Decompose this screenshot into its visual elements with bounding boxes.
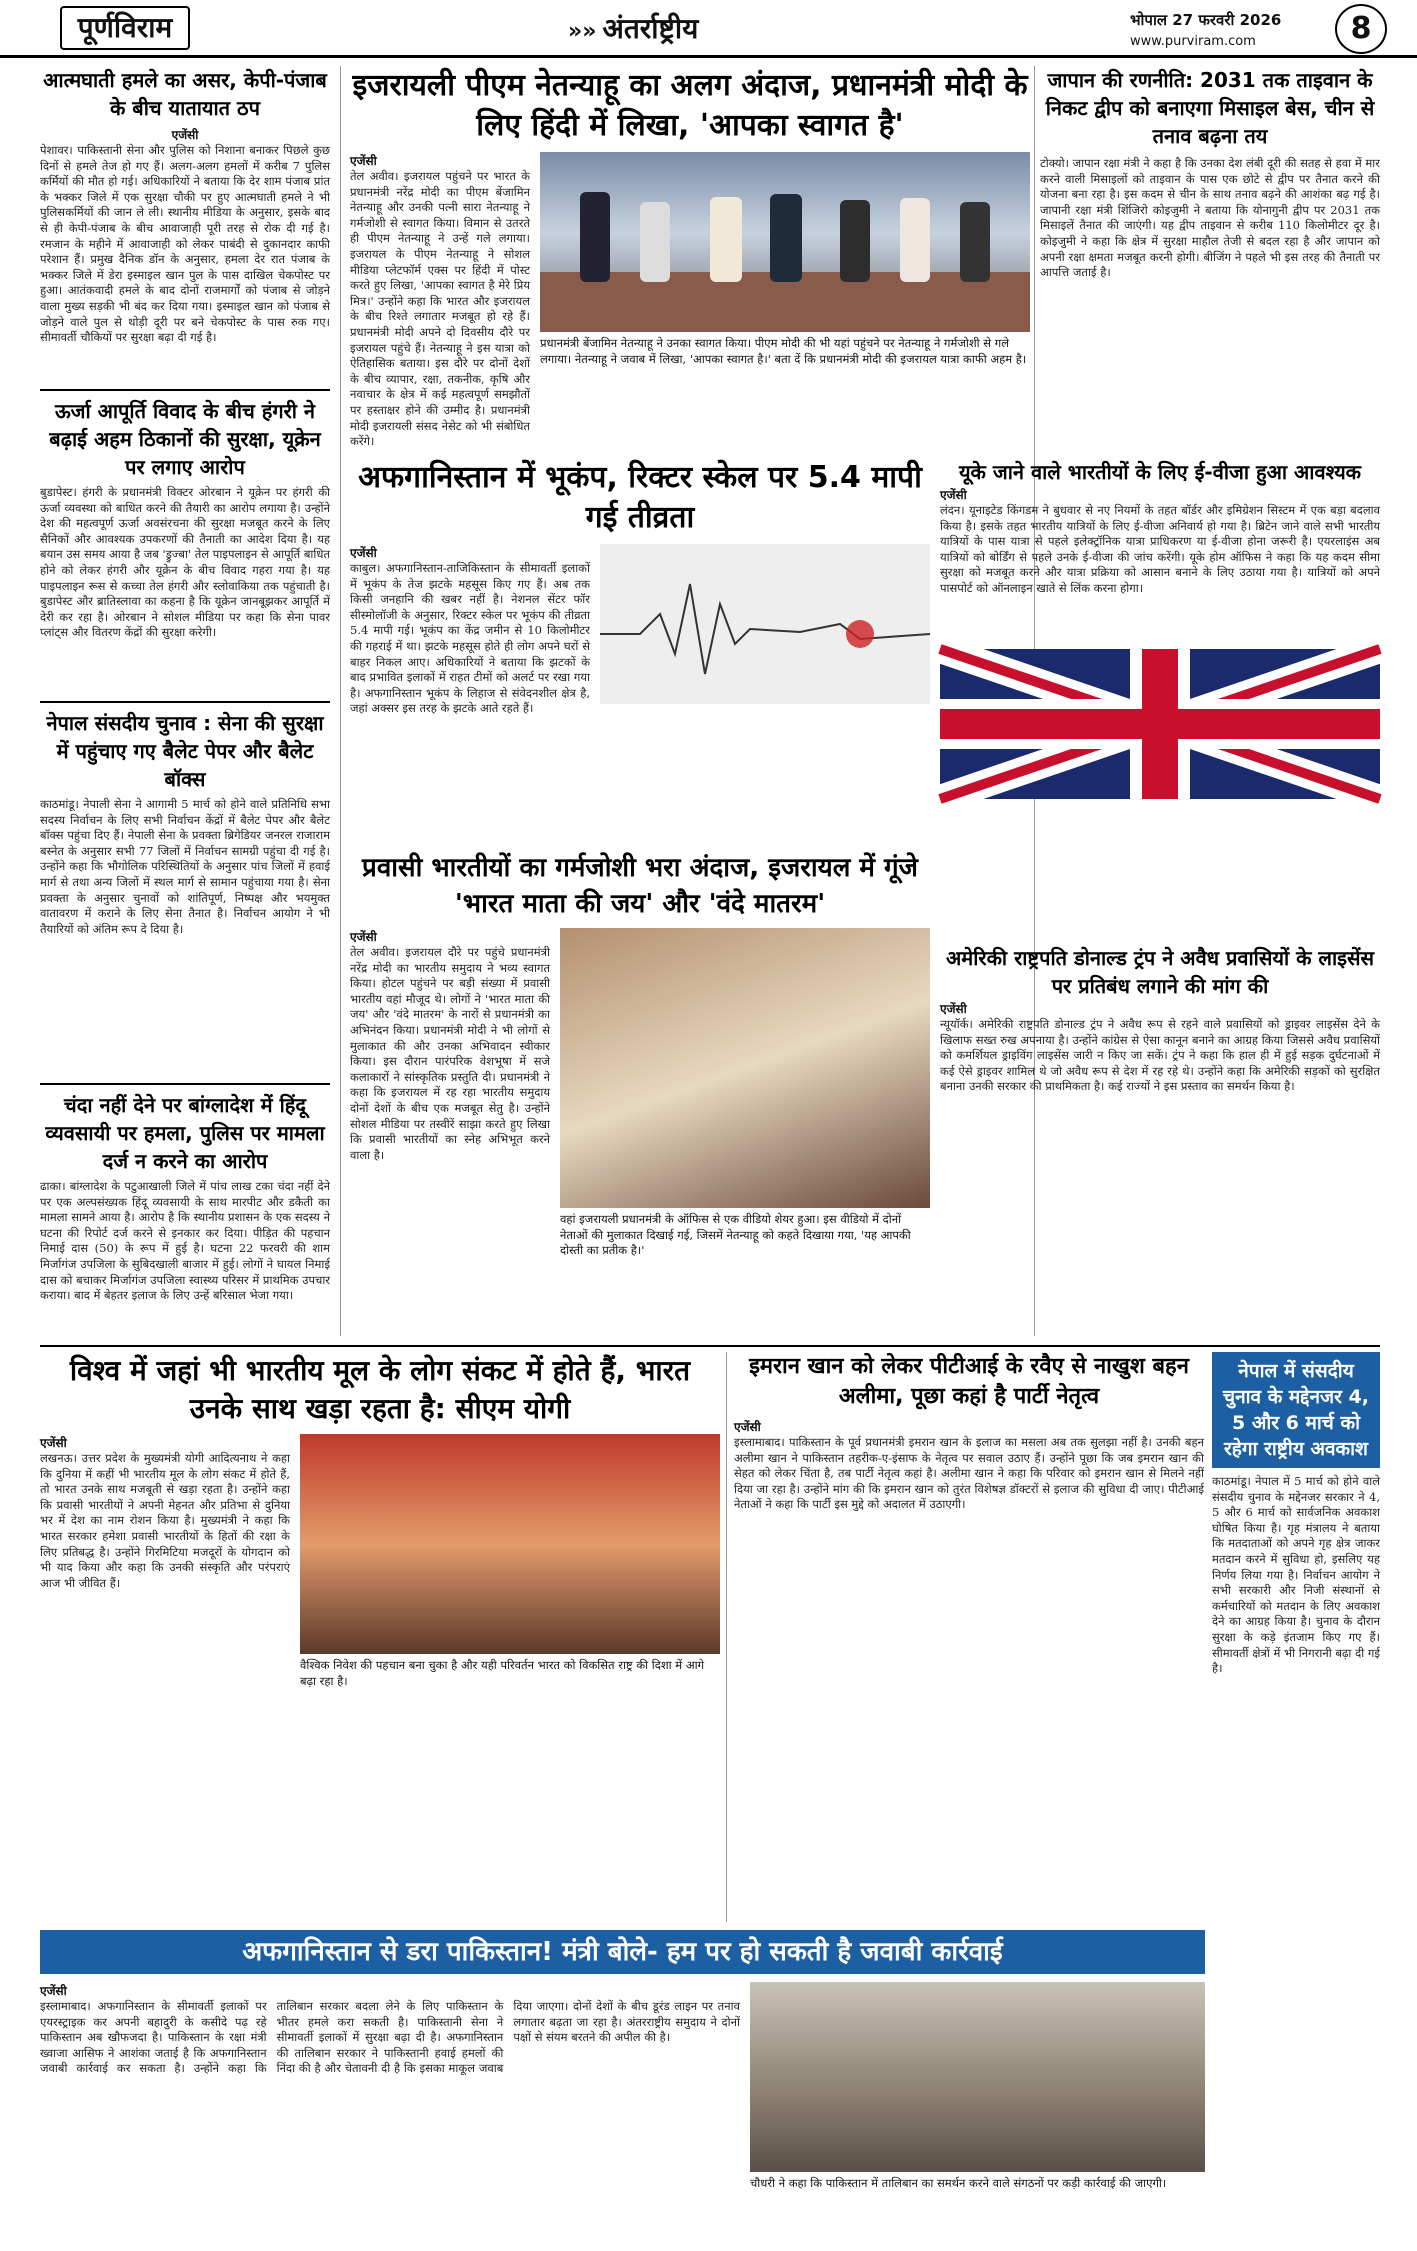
byline: एजेंसी	[940, 488, 967, 502]
article-body-lead: तेल अवीव। इजरायल पहुंचने पर भारत के प्रधानमंत्री नरेंद्र मोदी का पीएम बेंजामिन नेतन्याहू और उनकी पत्नी सारा नेतन्याहू ने गर्मजोशी से स्वागत किया। विमान से उतरते ही पीएम नेतन्याहू ने उन्हें गले लगाया। इजरायल के पीएम नेतन्याहू ने सोशल मीडिया प्लेटफॉर्म एक्स पर हिंदी में पोस्ट करते हुए लिखा, 'आपका स्वागत है मेरे प्रिय मित्र।' उन्होंने कहा कि भारत और इजरायल के बीच रिश्ते लगातार मजबूत हो रहे हैं। प्रधानमंत्री मोदी अपने दो दिवसीय दौरे पर इजरायल पहुंचे हैं। नेतन्याहू ने इस यात्रा को ऐतिहासिक बताया। इस दौरे पर दोनों देशों के बीच व्यापार, रक्षा, तकनीक, कृषि और नवाचार के क्षेत्र में कई महत्वपूर्ण समझौतों पर हस्ताक्षर होने की उम्मीद है। प्रधानमंत्री मोदी इजरायली संसद नेसेट को भी संबोधित करेंगे।	[350, 169, 530, 449]
byline: एजेंसी	[940, 1002, 967, 1016]
byline: एजेंसी	[734, 1420, 761, 1434]
byline: एजेंसी	[40, 1984, 67, 1998]
headline-box	[1212, 1352, 1380, 1468]
article-trump	[940, 944, 1380, 1334]
article-pakistan	[40, 1982, 1205, 2232]
union-jack-flag-icon	[940, 649, 1380, 799]
byline: एजेंसी	[350, 154, 377, 168]
headline-uk-visa[interactable]: यूके जाने वाले भारतीयों के लिए ई-वीजा हुआ आवश्यक	[958, 460, 1362, 484]
article-nepal-holiday	[1212, 1352, 1380, 2202]
article-yogi	[40, 1352, 720, 1922]
divider	[40, 389, 330, 391]
photo-pakistan-rubble[interactable]	[750, 1982, 1205, 2172]
lead-story	[350, 66, 1030, 449]
photo-seismograph[interactable]	[600, 544, 930, 704]
section-divider	[40, 1345, 1380, 1347]
article-body-pakistan: इस्लामाबाद। अफगानिस्तान के सीमावर्ती इलाकों पर एयरस्ट्राइक कर अपनी बहादुरी के कसीदे पढ़ रहे पाकिस्तान अब खौफजदा है। पाकिस्तान के रक्षा मंत्री ख्वाजा आसिफ ने आशंका जताई है कि अफगानिस्तान जवाबी कार्रवाई कर सकता है। उन्होंने कहा कि तालिबान सरकार बदला लेने के लिए पाकिस्तान के भीतर हमले करा सकती है। पाकिस्तानी सेना ने सीमावर्ती इलाकों में सुरक्षा बढ़ा दी है। अफगानिस्तान की तालिबान सरकार ने पाकिस्तानी हवाई हमलों की निंदा की है और चेतावनी दी है कि इसका माकूल जवाब दिया जाएगा। दोनों देशों के बीच डूरंड लाइन पर तनाव लगातार बढ़ता जा रहा है। अंतरराष्ट्रीय समुदाय ने दोनों पक्षों से संयम बरतने की अपील की है।	[40, 1999, 740, 2076]
photo-caption: वहां इजरायली प्रधानमंत्री के ऑफिस से एक वीडियो शेयर हुआ। इस वीडियो में दोनों नेताओं की मुलाकात दिखाई गई, जिसमें नेतन्याहू को कहते दिखाया गया, 'यह आपकी दोस्ती का प्रतीक है।'	[560, 1212, 911, 1258]
headline-quake[interactable]: अफगानिस्तान में भूकंप, रिक्टर स्केल पर 5.4 मापी गई तीव्रता	[358, 460, 922, 535]
article-body-diaspora: तेल अवीव। इजरायल दौरे पर पहुंचे प्रधानमंत्री नरेंद्र मोदी का भारतीय समुदाय ने भव्य स्वागत किया। होटल पहुंचने पर बड़ी संख्या में प्रवासी भारतीय वहां मौजूद थे। लोगों ने 'भारत माता की जय' और 'वंदे मातरम' के नारों से प्रधानमंत्री का अभिनंदन किया। प्रधानमंत्री मोदी ने भी लोगों से मुलाकात की और उनका अभिवादन स्वीकार किया। इस दौरान पारंपरिक वेशभूषा में सजे कलाकारों ने सांस्कृतिक प्रस्तुति दी। प्रधानमंत्री ने कहा कि इजरायल में रह रहा भारतीय समुदाय दोनों देशों के बीच एक मजबूत सेतु है। उन्होंने सोशल मीडिया पर तस्वीरें साझा करते हुए लिखा कि प्रवासी भारतीयों का स्नेह अभिभूत करने वाला है।	[350, 945, 550, 1162]
website-link[interactable]: www.purviram.com	[1130, 34, 1256, 49]
article-body-suicide-attack: पेशावर। पाकिस्तानी सेना और पुलिस को निशाना बनाकर पिछले कुछ दिनों से हमले तेज हो गए हैं। अलग-अलग हमलों में करीब 7 पुलिस कर्मियों की मौत हो गई। अधिकारियों ने बताया कि देर शाम पंजाब प्रांत के भक्कर जिले में एक सुरक्षा चौकी पर हुए आत्मघाती हमले ने भी पुलिसकर्मियों की जान ले ली। स्थानीय मीडिया के अनुसार, इसके बाद से ही केपी-पंजाब के बीच आवाजाही पूरी तरह से रोक दी गई है। रमजान के महीने में आवाजाही को लेकर पाबंदी से दुकानदार काफी परेशान हैं। प्रमुख दैनिक डॉन के अनुसार, हमला देर रात पंजाब के भक्कर जिले में डेरा इस्माइल खान पुल के पास दाखिल चेकपोस्ट पर हुआ। आतंकवादी हमले के बाद दोनों राजमार्गों को पंजाब से जोड़ने वाला मुख्य सड़की भी बंद कर दिया गया। इस्माइल खान को पंजाब से जोड़ने वाले पुल से थोड़ी दूरी पर बने चेकपोस्ट के पास रुक गए। सीमावर्ती चौकियों पर सुरक्षा बढ़ा दी गई है।	[40, 143, 330, 345]
article-body-hungary: बुडापेस्ट। हंगरी के प्रधानमंत्री विक्टर ओरबान ने यूक्रेन पर हंगरी की ऊर्जा व्यवस्था को बाधित करने की तैयारी का आरोप लगाया है। उन्होंने देश की महत्वपूर्ण ऊर्जा अवसंरचना की सुरक्षा मजबूत करने के लिए सैनिकों और आवश्यक उपकरणों की तैनाती का आदेश दिया है। यह बयान उस समय आया है जब 'ड्रुज्बा' तेल पाइपलाइन से आपूर्ति बाधित होने को लेकर हंगरी और यूक्रेन के बीच विवाद गहरा गया है। यह पाइपलाइन रूस से कच्चा तेल हंगरी और स्लोवाकिया तक पहुंचाती है। बुडापेस्ट और ब्रातिस्लावा का कहना है कि यूक्रेन जानबूझकर आपूर्ति में देरी कर रहा है। ओरबान ने सोशल मीडिया पर कहा कि सेना पावर प्लांट्स और वितरण केंद्रों की सुरक्षा करेगी।	[40, 485, 330, 640]
headline-hungary[interactable]: ऊर्जा आपूर्ति विवाद के बीच हंगरी ने बढ़ाई अहम ठिकानों की सुरक्षा, यूक्रेन पर लगाए आरोप	[49, 399, 321, 479]
dateline: भोपाल 27 फरवरी 2026	[1130, 11, 1282, 29]
article-imran	[734, 1352, 1204, 1922]
page-number: 8	[1335, 4, 1387, 54]
headline-yogi[interactable]: विश्व में जहां भी भारतीय मूल के लोग संकट में होते हैं, भारत उनके साथ खड़ा रहता है: सीएम योगी	[69, 1354, 691, 1425]
headline-japan[interactable]: जापान की रणनीति: 2031 तक ताइवान के निकट द्वीप को बनाएगा मिसाइल बेस, चीन से तनाव बढ़ना तय	[1045, 68, 1375, 148]
column-rule	[726, 1352, 727, 1922]
headline-nepal-ballot[interactable]: नेपाल संसदीय चुनाव : सेना की सुरक्षा में पहुंचाए गए बैलेट पेपर और बैलेट बॉक्स	[46, 711, 324, 791]
byline: एजेंसी	[40, 1436, 67, 1450]
article-body-imran: इस्लामाबाद। पाकिस्तान के पूर्व प्रधानमंत्री इमरान खान के इलाज का मसला अब तक सुलझा नहीं है। उनकी बहन अलीमा खान ने पाकिस्तान तहरीक-ए-इंसाफ के नेतृत्व पर सवाल उठाए हैं। उन्होंने पूछा कि जब इमरान खान की सेहत को लेकर चिंता है, तब पार्टी नेतृत्व कहां है। अलीमा खान ने कहा कि परिवार को इमरान खान से मिलने नहीं दिया जा रहा है। उन्होंने मांग की कि इमरान खान को तुरंत विशेषज्ञ डॉक्टरों से इलाज की सुविधा दी जाए। पीटीआई नेताओं ने कहा कि पार्टी इस मुद्दे को अदालत में उठाएगी।	[734, 1435, 1204, 1512]
byline: एजेंसी	[350, 930, 377, 944]
masthead	[0, 0, 1417, 58]
article-body-nepal-holiday: काठमांडू। नेपाल में 5 मार्च को होने वाले संसदीय चुनाव के मद्देनजर सरकार ने 4, 5 और 6 मार्च को सार्वजनिक अवकाश घोषित किया है। गृह मंत्रालय ने बताया कि मतदाताओं को अपने गृह क्षेत्र जाकर मतदान करने में सुविधा हो, इसलिए यह निर्णय लिया गया है। निर्वाचन आयोग ने सभी सरकारी और निजी संस्थानों से कर्मचारियों को मतदान के लिए अवकाश देने का आग्रह किया है। चुनाव के दौरान सुरक्षा के कड़े इंतजाम किए गए हैं। सीमावर्ती क्षेत्रों में भी निगरानी बढ़ा दी गई है।	[1212, 1474, 1380, 1676]
headline-nepal-holiday[interactable]: नेपाल में संसदीय चुनाव के मद्देनजर 4, 5 और 6 मार्च को रहेगा राष्ट्रीय अवकाश	[1223, 1360, 1369, 1460]
article-body-bangladesh: ढाका। बांग्लादेश के पटुआखाली जिले में पांच लाख टका चंदा नहीं देने पर एक अल्पसंख्यक हिंदू व्यवसायी के साथ मारपीट और डकैती का मामला सामने आया है। आरोप है कि स्थानीय प्रशासन के एक सदस्य ने घटना की रिपोर्ट दर्ज करने से इनकार कर दिया। पीड़ित की पहचान निमाई दास (50) के रूप में हुई है। घटना 22 फरवरी की शाम मिर्जागंज उपजिला के सुबिदखाली बाजार में हुई। लोगों ने घायल निमाई दास को बचाकर मिर्जागंज उपजिला स्वास्थ्य परिसर में प्राथमिक उपचार कराया। बाद में बेहतर इलाज के लिए उन्हें बरिसाल भेजा गया।	[40, 1179, 330, 1303]
article-uk-visa	[940, 458, 1380, 928]
headline-band	[40, 1930, 1205, 1974]
double-arrow-icon: »»	[568, 19, 597, 44]
article-body-quake: काबुल। अफगानिस्तान-ताजिकिस्तान के सीमावर्ती इलाकों में भूकंप के तेज झटके महसूस किए गए हैं। अब तक किसी जनहानि की खबर नहीं है। नेशनल सेंटर फॉर सीस्मोलॉजी के अनुसार, रिक्टर स्केल पर भूकंप की तीव्रता 5.4 मापी गई। भूकंप का केंद्र जमीन से 10 किलोमीटर की गहराई में था। झटके महसूस होते ही लोग अपने घरों से बाहर निकल आए। अधिकारियों ने बताया कि झटकों के बाद प्रभावित इलाकों में राहत टीमों को अलर्ट पर रखा गया है। अफगानिस्तान भूकंप के लिहाज से संवेदनशील क्षेत्र है, जहां अक्सर इस तरह के झटके आते रहते हैं।	[350, 561, 590, 716]
byline: एजेंसी	[350, 546, 377, 560]
newspaper-logo[interactable]: पूर्णविराम	[60, 6, 190, 50]
article-quake	[350, 458, 930, 838]
photo-union-jack[interactable]	[940, 649, 1380, 799]
byline: एजेंसी	[171, 128, 199, 142]
article-body-nepal-ballot: काठमांडू। नेपाली सेना ने आगामी 5 मार्च को होने वाले प्रतिनिधि सभा सदस्य निर्वाचन के लिए सभी निर्वाचन केंद्रों में बैलेट पेपर और बैलेट बॉक्स पहुंचा दिए हैं। नेपाली सेना के प्रवक्ता ब्रिगेडियर जनरल राजाराम बस्नेत के अनुसार सभी 77 जिलों में निर्वाचन सामग्री पहुंचा दी गई है। उन्होंने कहा कि भौगोलिक परिस्थितियों के अनुसार पांच जिलों में हवाई मार्ग से तथा अन्य जिलों में स्थल मार्ग से सामान पहुंचाया गया है। सेना प्रवक्ता के अनुसार चुनावों को शांतिपूर्ण, निष्पक्ष और भयमुक्त वातावरण में कराने के लिए सेना तैनात है। निर्वाचन आयोग ने भी तैयारियों को अंतिम रूप दे दिया है।	[40, 797, 330, 936]
article-japan	[1040, 66, 1380, 446]
headline-trump[interactable]: अमेरिकी राष्ट्रपति डोनाल्ड ट्रंप ने अवैध प्रवासियों के लाइसेंस पर प्रतिबंध लगाने की मांग की	[945, 946, 1375, 998]
article-body-trump: न्यूयॉर्क। अमेरिकी राष्ट्रपति डोनाल्ड ट्रंप ने अवैध रूप से रहने वाले प्रवासियों को ड्राइवर लाइसेंस देने के खिलाफ सख्त रुख अपनाया है। उन्होंने कांग्रेस से ऐसा कानून बनाने का आग्रह किया जिससे अवैध प्रवासियों को कमर्शियल ड्राइविंग लाइसेंस जारी न किए जा सकें। ट्रंप ने कहा कि हाल ही में हुई सड़क दुर्घटनाओं में कई ऐसे ड्राइवर शामिल थे जो अवैध रूप से देश में रह रहे थे। उन्होंने कहा कि अमेरिकी सड़कों को सुरक्षित बनाना उनकी सरकार की प्राथमिकता है। कई राज्यों ने इस प्रस्ताव का समर्थन किया है।	[940, 1017, 1380, 1094]
photo-caption: चौधरी ने कहा कि पाकिस्तान में तालिबान का समर्थन करने वाले संगठनों पर कड़ी कार्रवाई की जाएगी।	[750, 2176, 1167, 2190]
photo-cm-yogi[interactable]	[300, 1434, 720, 1654]
photo-caption: वैश्विक निवेश की पहचान बना चुका है और यही परिवर्तन भारत को विकसित राष्ट्र की दिशा में आगे बढ़ा रहा है।	[300, 1658, 705, 1688]
headline-suicide-attack[interactable]: आत्मघाती हमले का असर, केपी-पंजाब के बीच यातायात ठप	[43, 68, 327, 120]
photo-modi-diaspora[interactable]	[560, 928, 930, 1208]
photo-caption: प्रधानमंत्री बेंजामिन नेतन्याहू ने उनका स्वागत किया। पीएम मोदी की भी यहां पहुंचने पर नेतन्याहू ने गर्मजोशी से गले लगाया। नेतन्याहू ने जवाब में लिखा, 'आपका स्वागत है।' बता दें कि प्रधानमंत्री मोदी की इजरायल यात्रा काफी अहम है।	[540, 336, 1027, 366]
divider	[40, 701, 330, 703]
section-label: अंतर्राष्ट्रीय	[602, 12, 699, 45]
headline-bangladesh[interactable]: चंदा नहीं देने पर बांग्लादेश में हिंदू व्यवसायी पर हमला, पुलिस पर मामला दर्ज न करने का आरोप	[45, 1093, 325, 1173]
headline-lead-netanyahu[interactable]: इजरायली पीएम नेतन्याहू का अलग अंदाज, प्रधानमंत्री मोदी के लिए हिंदी में लिखा, 'आपका स्वागत है'	[352, 68, 1028, 143]
divider	[40, 1083, 330, 1085]
article-body-japan: टोक्यो। जापान रक्षा मंत्री ने कहा है कि उनका देश लंबी दूरी की सतह से हवा में मार करने वाली मिसाइलों को ताइवान के पास एक छोटे से द्वीप पर तैनात करने की योजना बना रहा है। इस कदम से चीन के साथ तनाव बढ़ने की आशंका बढ़ गई है। जापानी रक्षा मंत्री शिंजिरो कोइजुमी ने बताया कि योनागुनी द्वीप पर 2031 तक मिसाइलें तैनात की जाएंगी। यह द्वीप ताइवान से करीब 110 किलोमीटर दूर है। कोइजुमी ने कहा कि क्षेत्र में सुरक्षा माहौल तेजी से बदल रहा है और जापान को अपनी रक्षा क्षमता मजबूत करनी होगी। बीजिंग ने पहले भी इस तरह की तैनाती पर आपत्ति जताई है।	[1040, 156, 1380, 280]
photo-modi-netanyahu-airport[interactable]	[540, 152, 1030, 332]
headline-diaspora[interactable]: प्रवासी भारतीयों का गर्मजोशी भरा अंदाज, इजरायल में गूंजे 'भारत माता की जय' और 'वंदे मातरम'	[362, 853, 918, 919]
seismograph-graphic	[600, 544, 930, 704]
section-title	[568, 8, 808, 50]
headline-imran[interactable]: इमरान खान को लेकर पीटीआई के रवैए से नाखुश बहन अलीमा, पूछा कहां है पार्टी नेतृत्व	[749, 1354, 1189, 1409]
photo-people-silhouettes	[540, 152, 1030, 332]
column-rule	[340, 66, 341, 1336]
left-column	[40, 66, 330, 1336]
article-body-yogi: लखनऊ। उत्तर प्रदेश के मुख्यमंत्री योगी आदित्यनाथ ने कहा कि दुनिया में कहीं भी भारतीय मूल के लोग संकट में होते हैं, तो भारत उनके साथ मजबूती से खड़ा रहता है। उन्होंने कहा कि प्रवासी भारतीयों ने अपनी मेहनत और प्रतिभा से दुनिया भर में देश का नाम रोशन किया है। मुख्यमंत्री ने कहा कि भारत सरकार हमेशा प्रवासी भारतीयों के हितों की रक्षा के लिए प्रतिबद्ध है। उन्होंने गिरमिटिया मजदूरों के योगदान को भी याद किया और कहा कि उनकी संस्कृति और परंपराएं आज भी जीवित हैं।	[40, 1451, 290, 1590]
headline-pakistan[interactable]: अफगानिस्तान से डरा पाकिस्तान! मंत्री बोले- हम पर हो सकती है जवाबी कार्रवाई	[242, 1937, 1003, 1967]
article-diaspora	[350, 850, 930, 1340]
article-body-uk-visa: लंदन। यूनाइटेड किंगडम ने बुधवार से नए नियमों के तहत बॉर्डर और इमिग्रेशन सिस्टम में एक बड़ा बदलाव किया है। इसके तहत भारतीय यात्रियों के लिए ई-वीजा अनिवार्य हो गया है। ब्रिटेन जाने वाले सभी भारतीय यात्रियों के पास यात्रा से पहले इलेक्ट्रॉनिक यात्रा प्राधिकरण या ई-वीजा होना जरूरी है। एयरलाइंस अब यात्रियों को बोर्डिंग से पहले उनके ई-वीजा की जांच करेंगी। यूके होम ऑफिस ने कहा कि यह कदम सीमा सुरक्षा को मजबूत करने और यात्रा प्रक्रिया को आसान बनाने के लिए उठाया गया है। यात्रियों को अपने पासपोर्ट को ऑनलाइन खाते से लिंक करना होगा।	[940, 503, 1380, 595]
